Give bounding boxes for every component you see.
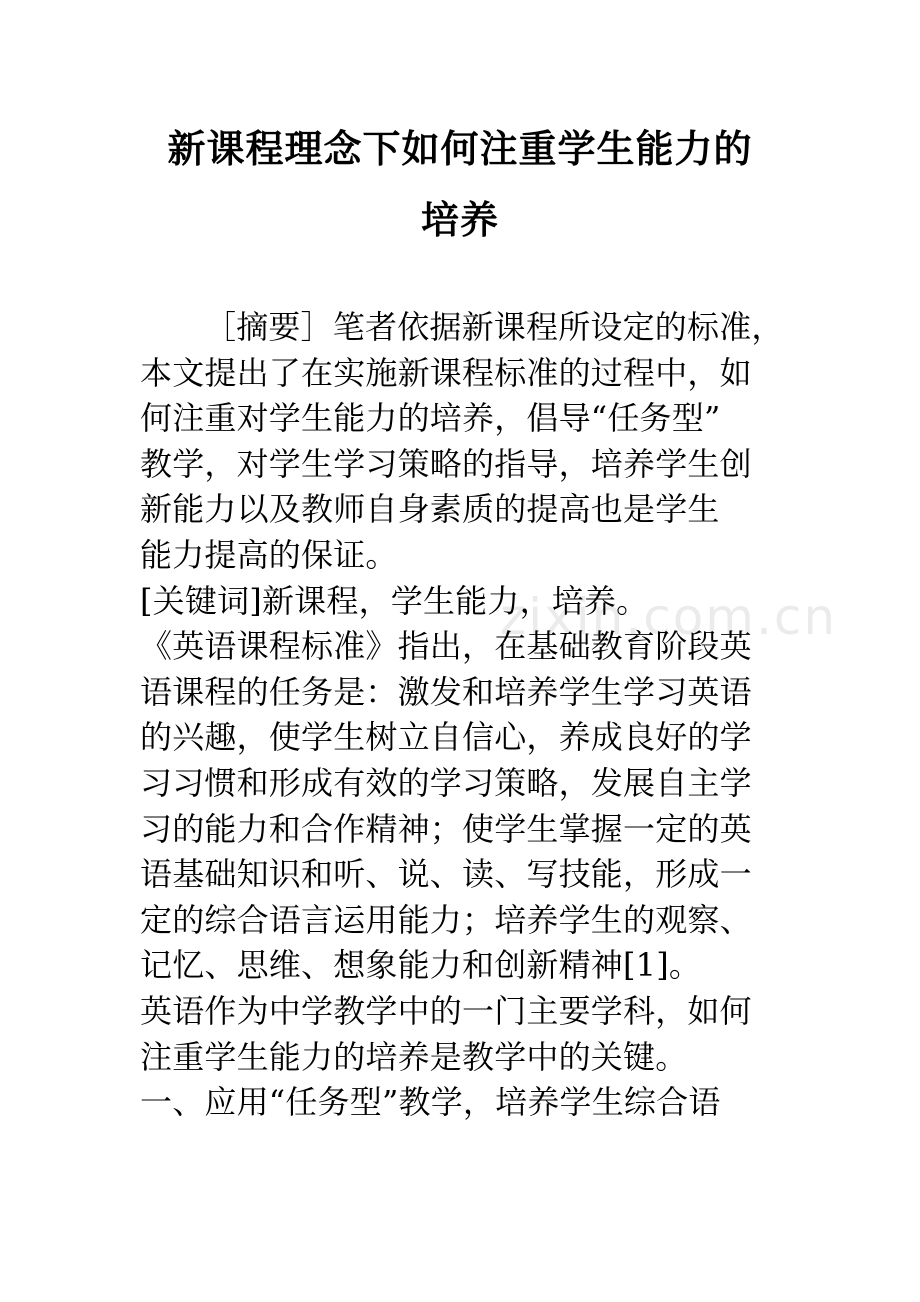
abstract-line: 本文提出了在实施新课程标准的过程中，如 xyxy=(140,353,752,392)
section-heading-line: 一、应用“任务型”教学，培养学生综合语 xyxy=(140,1083,721,1122)
paragraph-line: 记忆、思维、想象能力和创新精神[1]。 xyxy=(140,946,702,985)
paragraph-line: 习习惯和形成有效的学习策略，发展自主学 xyxy=(140,763,752,802)
paragraph-line: 习的能力和合作精神；使学生掌握一定的英 xyxy=(140,809,752,848)
document-title-line-2: 培养 xyxy=(420,198,499,242)
abstract-line: 教学，对学生学习策略的指导，培养学生创 xyxy=(140,444,752,483)
paragraph-line: 的兴趣，使学生树立自信心，养成良好的学 xyxy=(140,718,752,757)
abstract-line: 新能力以及教师自身素质的提高也是学生 xyxy=(140,490,720,529)
paragraph-line: 注重学生能力的培养是教学中的关键。 xyxy=(140,1037,688,1076)
paragraph-line: 定的综合语言运用能力；培养学生的观察、 xyxy=(140,900,752,939)
watermark: zixin.com.cn xyxy=(500,588,838,646)
keywords-line: [关键词]新课程，学生能力，培养。 xyxy=(140,581,649,620)
abstract-line: ［摘要］笔者依据新课程所设定的标准， xyxy=(204,308,784,346)
document-title-line-1: 新课程理念下如何注重学生能力的 xyxy=(167,127,753,171)
paragraph-line: 语基础知识和听、说、读、写技能，形成一 xyxy=(140,855,752,894)
paragraph-line: 语课程的任务是：激发和培养学生学习英语 xyxy=(140,672,752,711)
paragraph-line: 《英语课程标准》指出，在基础教育阶段英 xyxy=(140,627,752,666)
document-body xyxy=(140,305,800,1126)
abstract-line: 何注重对学生能力的培养，倡导“任务型” xyxy=(140,399,721,438)
paragraph-line: 英语作为中学教学中的一门主要学科，如何 xyxy=(140,991,752,1030)
abstract-line: 能力提高的保证。 xyxy=(140,535,398,574)
